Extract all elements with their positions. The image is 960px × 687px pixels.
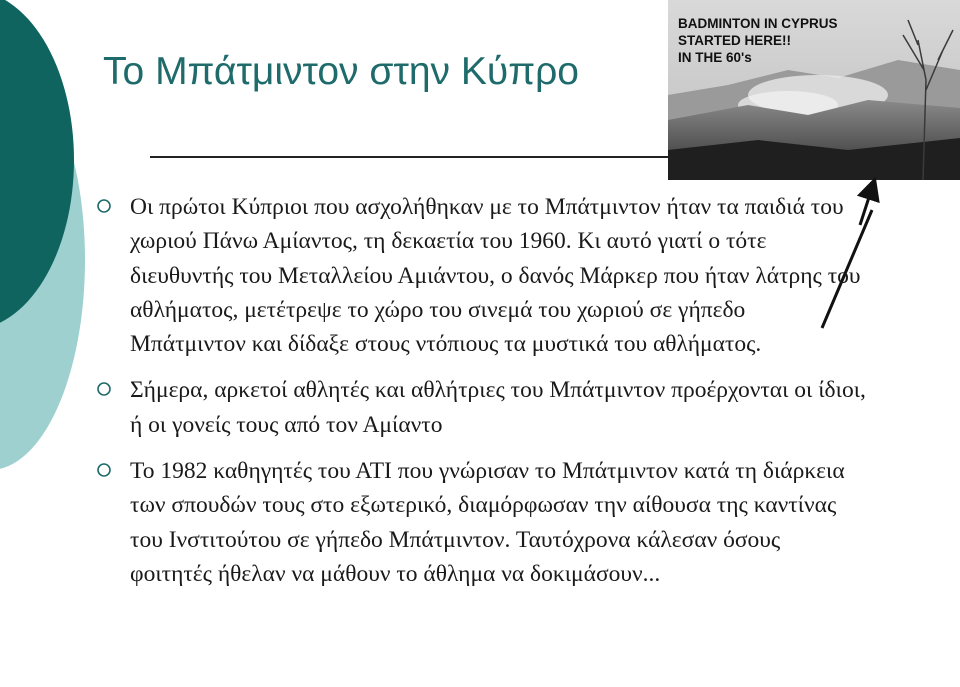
photo-caption-line-1: BADMINTON IN CYPRUS	[678, 16, 838, 31]
bullet-item	[96, 373, 866, 442]
title-underline	[150, 156, 670, 158]
slide-title: Το Μπάτμιντον στην Κύπρο	[103, 50, 579, 93]
bullet-item	[96, 190, 866, 361]
bullet-text: Το 1982 καθηγητές του ΑΤΙ που γνώρισαν το Μπάτμιντον κατά τη διάρκεια των σπουδών τους στο εξωτερικό, διαμόρφωσαν την αίθουσα της καντίνας του Ινστιτούτου σε γήπεδο Μπάτμιντον. Ταυτόχρονα κάλεσαν όσους φοιτητές ήθελαν να μάθουν το άθλημα να δοκιμάσουν...	[130, 458, 845, 587]
mine-landscape-photo	[668, 0, 960, 180]
bullet-text: Οι πρώτοι Κύπριοι που ασχολήθηκαν με το Μπάτμιντον ήταν τα παιδιά του χωριού Πάνω Αμίαντος, τη δεκαετία του 1960. Κι αυτό γιατί ο τότε διευθυντής του Μεταλλείου Αμιάντου, ο δανός Μάρκερ που ήταν λάτρης του αθλήματος, μετέτρεψε το χώρο του σινεμά του χωριού σε γήπεδο Μπάτμιντον και δίδαξε στους ντόπιους τα μυστικά του αθλήματος.	[130, 194, 861, 358]
ring-bullet-icon	[96, 381, 112, 397]
photo-caption-line-2: STARTED HERE!!	[678, 33, 791, 48]
photo-caption-line-3: IN THE 60's	[678, 50, 752, 65]
ring-bullet-icon	[96, 198, 112, 214]
ring-bullet-icon	[96, 462, 112, 478]
bullet-text: Σήμερα, αρκετοί αθλητές και αθλήτριες του Μπάτμιντον προέρχονται οι ίδιοι, ή οι γονείς τους από τον Αμίαντο	[130, 377, 866, 438]
bullet-list	[96, 190, 866, 591]
bullet-item	[96, 454, 866, 591]
